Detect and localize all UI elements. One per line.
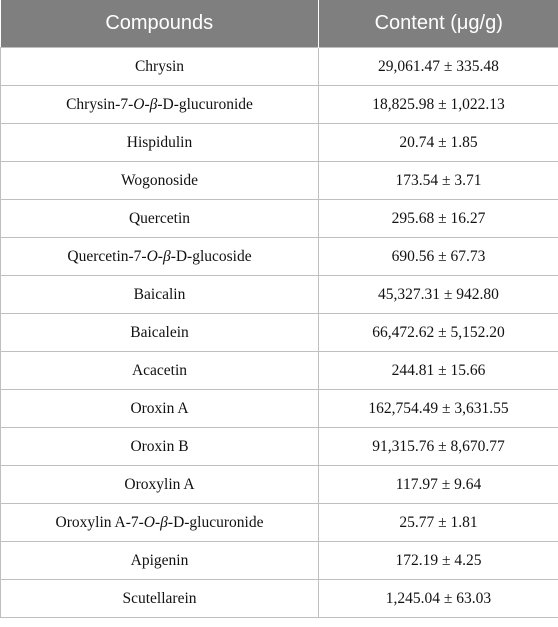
compound-name-cell: Acacetin: [1, 352, 319, 390]
compound-name-part: O: [146, 247, 158, 265]
compound-name-part: β: [160, 513, 168, 531]
compound-name-part: -: [144, 95, 150, 113]
compound-name-part: β: [149, 95, 158, 113]
content-value-cell: 25.77 ± 1.81: [319, 504, 558, 542]
compound-name-part: -: [155, 513, 161, 531]
compound-name-part: -D-glucoside: [170, 247, 252, 265]
compound-name-cell: Baicalein: [1, 314, 319, 352]
table-row: [1, 162, 558, 200]
compound-name-cell: [1, 504, 319, 542]
header-row: [1, 0, 558, 48]
compound-name-cell: Apigenin: [1, 542, 319, 580]
table-row: [1, 390, 558, 428]
table-row: [1, 200, 558, 238]
content-value-cell: 295.68 ± 16.27: [319, 200, 558, 238]
compound-name-part: -D-glucuronide: [157, 95, 253, 113]
content-value-cell: 690.56 ± 67.73: [319, 238, 558, 276]
table-row: [1, 314, 558, 352]
compound-name-cell: [1, 238, 319, 276]
content-value-cell: 117.97 ± 9.64: [319, 466, 558, 504]
table-header: [1, 0, 558, 48]
table-row: [1, 124, 558, 162]
header-compounds: Compounds: [1, 0, 319, 48]
compound-name-part: O: [133, 95, 145, 113]
table-row: [1, 542, 558, 580]
table-body: [1, 48, 558, 618]
compound-name-cell: Oroxin B: [1, 428, 319, 466]
compound-name-cell: Baicalin: [1, 276, 319, 314]
content-value-cell: 18,825.98 ± 1,022.13: [319, 86, 558, 124]
compound-name-cell: Wogonoside: [1, 162, 319, 200]
table-row: [1, 428, 558, 466]
compound-name-cell: Oroxin A: [1, 390, 319, 428]
compound-name-part: O: [143, 513, 155, 531]
content-value-cell: 244.81 ± 15.66: [319, 352, 558, 390]
table-row: [1, 466, 558, 504]
table-row: [1, 238, 558, 276]
compound-name-part: Chrysin-7-: [66, 95, 134, 113]
table-row: [1, 580, 558, 618]
table-row: [1, 352, 558, 390]
content-value-cell: 172.19 ± 4.25: [319, 542, 558, 580]
content-value-cell: 173.54 ± 3.71: [319, 162, 558, 200]
content-value-cell: 66,472.62 ± 5,152.20: [319, 314, 558, 352]
content-value-cell: 29,061.47 ± 335.48: [319, 48, 558, 86]
compound-name-cell: Hispidulin: [1, 124, 319, 162]
table-row: [1, 276, 558, 314]
content-value-cell: 45,327.31 ± 942.80: [319, 276, 558, 314]
table-row: [1, 504, 558, 542]
content-value-cell: 1,245.04 ± 63.03: [319, 580, 558, 618]
compound-name-cell: [1, 86, 319, 124]
content-value-cell: 20.74 ± 1.85: [319, 124, 558, 162]
compound-name-part: β: [162, 247, 171, 265]
compound-name-part: -: [157, 247, 163, 265]
table-row: [1, 48, 558, 86]
compound-name-cell: Scutellarein: [1, 580, 319, 618]
content-value-cell: 91,315.76 ± 8,670.77: [319, 428, 558, 466]
compound-name-part: Oroxylin A-7-: [55, 513, 144, 531]
compound-name-part: Quercetin-7-: [67, 247, 147, 265]
compound-name-cell: Quercetin: [1, 200, 319, 238]
compound-name-cell: Chrysin: [1, 48, 319, 86]
compound-name-cell: Oroxylin A: [1, 466, 319, 504]
content-value-cell: 162,754.49 ± 3,631.55: [319, 390, 558, 428]
header-content: Content (μg/g): [319, 0, 558, 48]
compound-name-part: -D-glucuronide: [167, 513, 264, 531]
table-row: [1, 86, 558, 124]
